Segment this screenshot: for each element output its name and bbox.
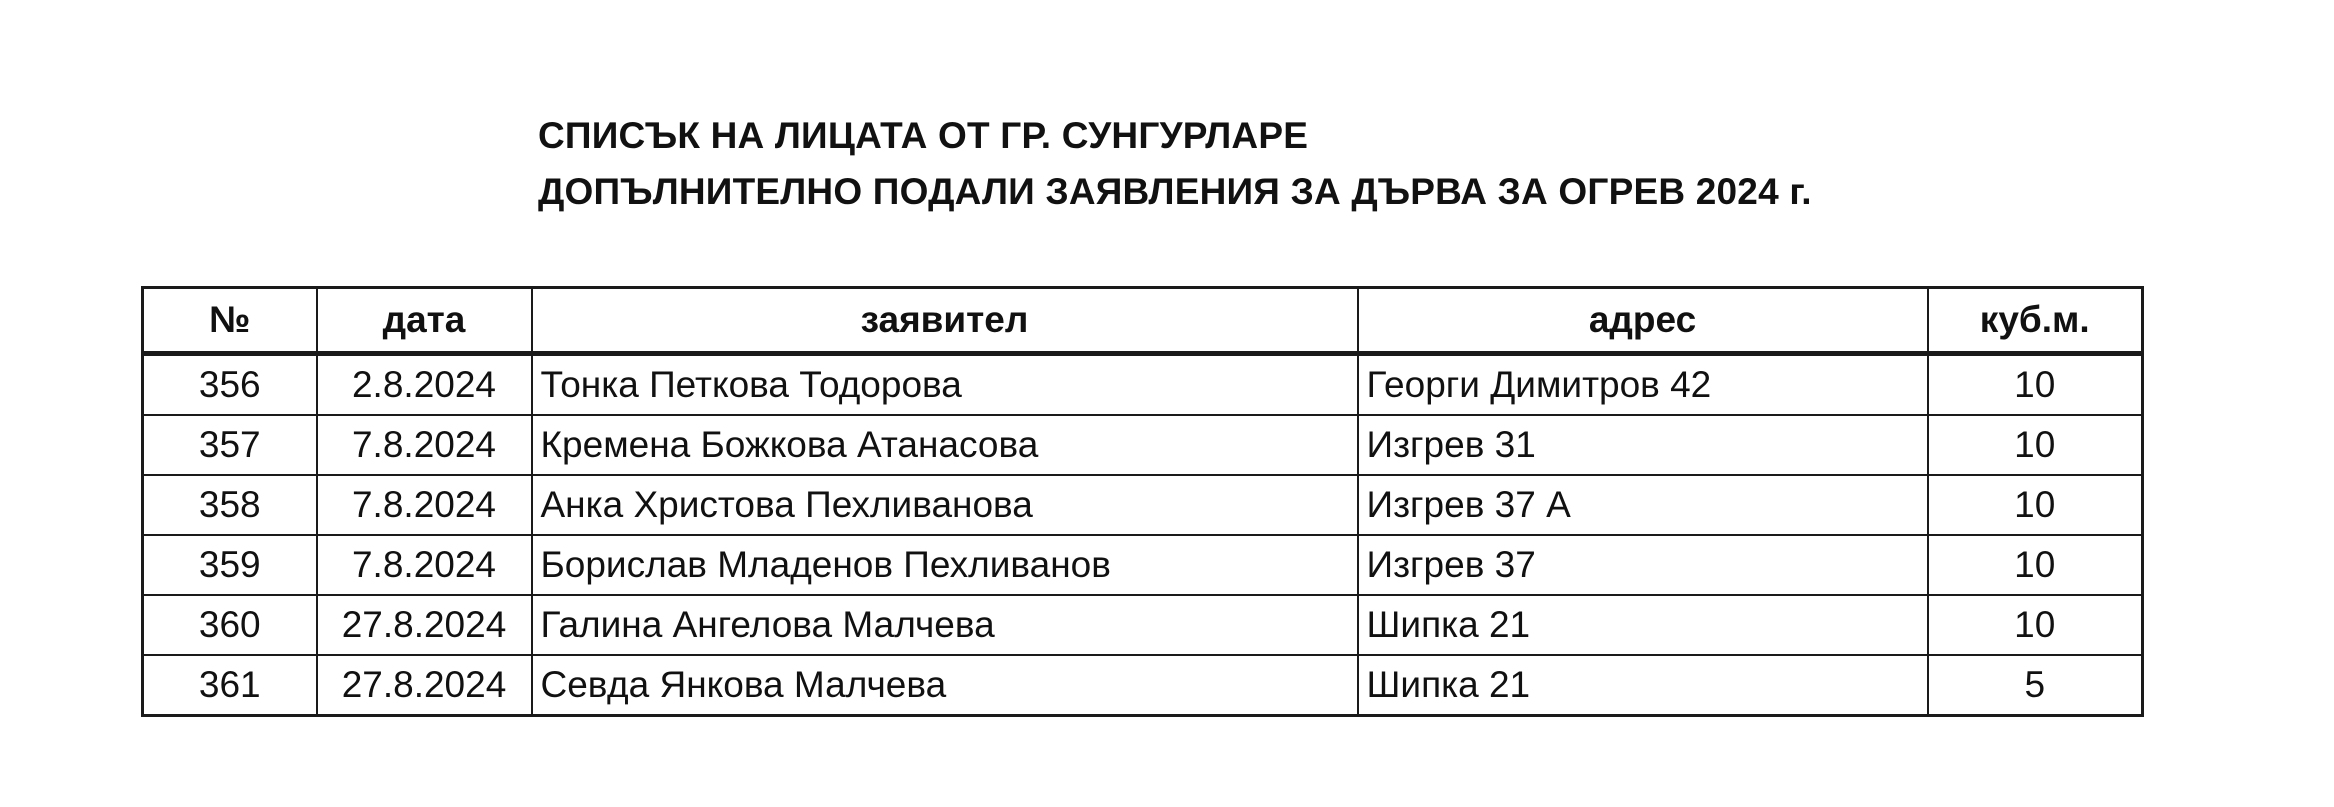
table-row [143,655,2143,716]
cell-applicant: Тонка Петкова Тодорова [532,354,1358,416]
cell-number: 357 [143,415,317,475]
cell-date: 2.8.2024 [317,354,532,416]
cell-date: 7.8.2024 [317,475,532,535]
cell-number: 359 [143,535,317,595]
document-heading [538,108,1812,220]
cell-number: 360 [143,595,317,655]
cell-applicant: Борислав Младенов Пехливанов [532,535,1358,595]
cell-address: Шипка 21 [1358,655,1928,716]
cell-number: 356 [143,354,317,416]
header-volume: куб.м. [1928,288,2143,354]
header-date: дата [317,288,532,354]
cell-address: Изгрев 37 А [1358,475,1928,535]
table-row [143,475,2143,535]
header-number: № [143,288,317,354]
heading-line-2: ДОПЪЛНИТЕЛНО ПОДАЛИ ЗАЯВЛЕНИЯ ЗА ДЪРВА ЗА ОГРЕВ 2024 г. [538,171,1812,212]
cell-date: 27.8.2024 [317,655,532,716]
table-row [143,595,2143,655]
cell-volume: 10 [1928,475,2143,535]
cell-date: 7.8.2024 [317,415,532,475]
cell-address: Изгрев 31 [1358,415,1928,475]
cell-number: 358 [143,475,317,535]
applicants-table [141,286,2144,717]
header-applicant: заявител [532,288,1358,354]
cell-volume: 10 [1928,595,2143,655]
cell-volume: 10 [1928,354,2143,416]
cell-applicant: Кремена Божкова Атанасова [532,415,1358,475]
table-row [143,535,2143,595]
cell-volume: 10 [1928,535,2143,595]
table-row [143,415,2143,475]
table-header-row [143,288,2143,354]
cell-address: Георги Димитров 42 [1358,354,1928,416]
heading-line-1: СПИСЪК НА ЛИЦАТА ОТ ГР. СУНГУРЛАРЕ [538,115,1309,156]
cell-date: 27.8.2024 [317,595,532,655]
cell-volume: 5 [1928,655,2143,716]
cell-address: Шипка 21 [1358,595,1928,655]
cell-volume: 10 [1928,415,2143,475]
cell-applicant: Галина Ангелова Малчева [532,595,1358,655]
cell-applicant: Анка Христова Пехливанова [532,475,1358,535]
cell-number: 361 [143,655,317,716]
table-row [143,354,2143,416]
header-address: адрес [1358,288,1928,354]
cell-address: Изгрев 37 [1358,535,1928,595]
cell-date: 7.8.2024 [317,535,532,595]
cell-applicant: Севда Янкова Малчева [532,655,1358,716]
